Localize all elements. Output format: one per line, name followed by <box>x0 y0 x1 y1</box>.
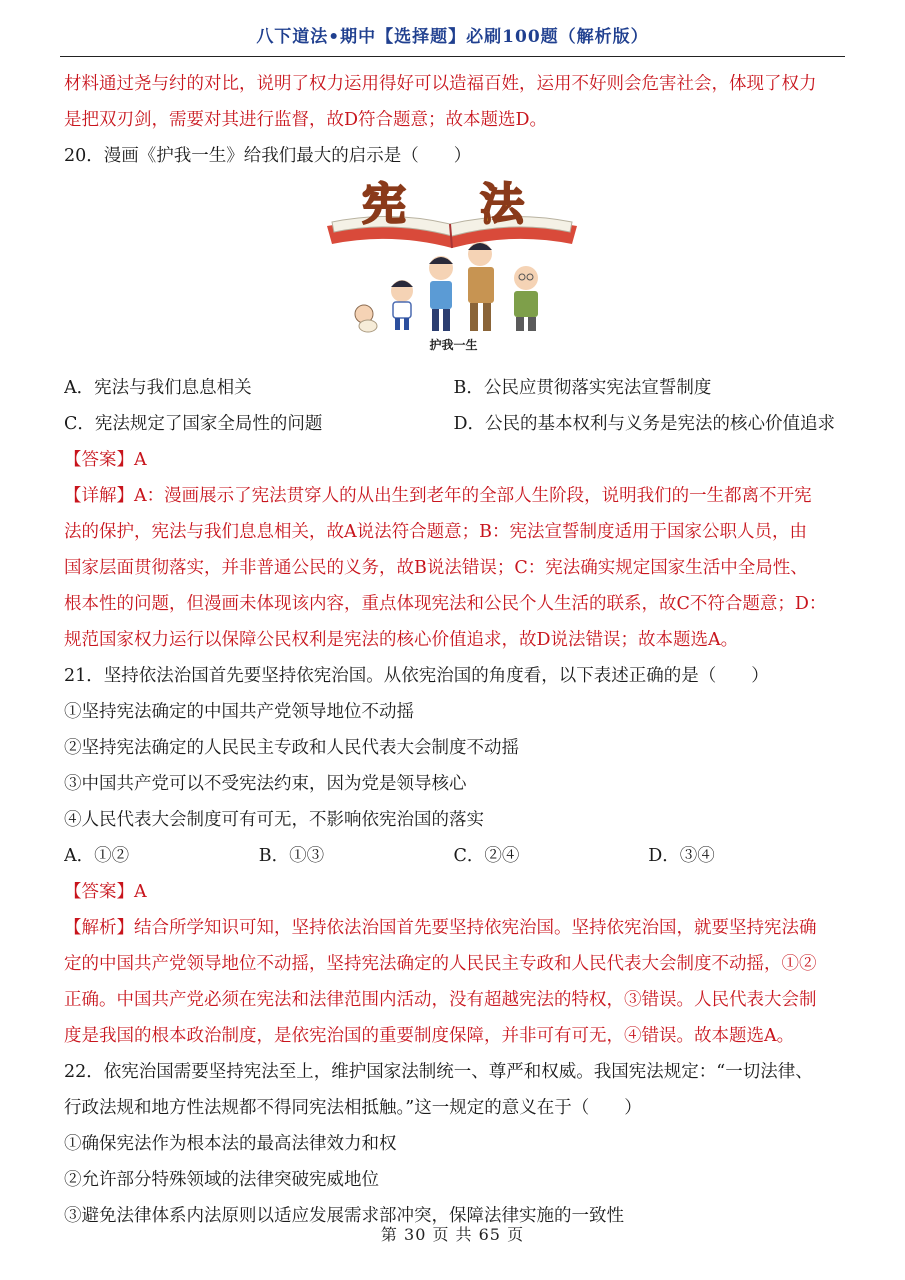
cartoon-figure <box>64 174 843 370</box>
question-21-options-row <box>64 838 843 874</box>
analysis-line: 法的保护，宪法与我们息息相关，故A说法符合题意；B：宪法宣誓制度适用于国家公职人员，由 <box>64 522 807 542</box>
statement-item: ①确保宪法作为根本法的最高法律效力和权 <box>64 1134 397 1154</box>
page-header <box>60 22 845 57</box>
analysis-line: 【解析】结合所学知识可知，坚持依法治国首先要坚持依宪治国。坚持依宪治国，就要坚持宪法确 <box>64 918 817 938</box>
analysis-line: 是把双刃剑，需要对其进行监督，故D符合题意；故本题选D。 <box>64 110 548 130</box>
cartoon-title-char: 宪 <box>362 179 406 230</box>
page-footer <box>0 1222 905 1245</box>
analysis-line: 规范国家权力运行以保障公民权利是宪法的核心价值追求，故D说法错误；故本题选A。 <box>64 630 739 650</box>
elder-figure <box>514 266 538 331</box>
cartoon-illustration <box>322 174 582 334</box>
option-a: A．①② <box>64 846 130 866</box>
header-title: 八下道法•期中【选择题】必刷100题（解析版） <box>256 27 649 47</box>
question-20-options-row <box>64 370 843 406</box>
adult-figure <box>468 242 494 331</box>
teen-figure <box>429 256 453 331</box>
option-c: C．宪法规定了国家全局性的问题 <box>64 414 323 434</box>
statement-item: ①坚持宪法确定的中国共产党领导地位不动摇 <box>64 702 414 722</box>
statement-item: ④人民代表大会制度可有可无，不影响依宪治国的落实 <box>64 810 484 830</box>
answer-label: 【答案】A <box>64 882 147 902</box>
statement-item: ②允许部分特殊领域的法律突破宪威地位 <box>64 1170 379 1190</box>
answer-label: 【答案】A <box>64 450 147 470</box>
option-c: C．②④ <box>453 846 520 866</box>
analysis-line: 定的中国共产党领导地位不动摇，坚持宪法确定的人民民主专政和人民代表大会制度不动摇，①② <box>64 954 817 974</box>
page-content <box>64 66 843 1234</box>
question-20-stem: 20．漫画《护我一生》给我们最大的启示是（ ） <box>64 146 472 166</box>
question-22-stem: 22．依宪治国需要坚持宪法至上，维护国家法制统一、尊严和权威。我国宪法规定：“一切法律、 <box>64 1062 813 1082</box>
question-20-options-row <box>64 406 843 442</box>
analysis-line: 正确。中国共产党必须在宪法和法律范围内活动，没有超越宪法的特权，③错误。人民代表大会制 <box>64 990 817 1010</box>
cartoon-title-char: 法 <box>480 179 524 230</box>
statement-item: ②坚持宪法确定的人民民主专政和人民代表大会制度不动摇 <box>64 738 519 758</box>
baby-figure <box>355 305 377 332</box>
analysis-line: 根本性的问题，但漫画未体现该内容，重点体现宪法和公民个人生活的联系，故C不符合题意；D： <box>64 594 827 614</box>
analysis-line: 度是我国的根本政治制度，是依宪治国的重要制度保障，并非可有可无，④错误。故本题选A。 <box>64 1026 795 1046</box>
option-d: D．③④ <box>648 846 715 866</box>
child-figure <box>391 280 413 330</box>
question-22-stem: 行政法规和地方性法规都不得同宪法相抵触。”这一规定的意义在于（ ） <box>64 1098 642 1118</box>
option-d: D．公民的基本权利与义务是宪法的核心价值追求 <box>453 414 836 434</box>
analysis-line: 国家层面贯彻落实，并非普通公民的义务，故B说法错误；C：宪法确实规定国家生活中全局性、 <box>64 558 808 578</box>
page-number: 第 30 页 共 65 页 <box>380 1225 525 1244</box>
question-21-stem: 21．坚持依法治国首先要坚持依宪治国。从依宪治国的角度看，以下表述正确的是（ ） <box>64 666 769 686</box>
analysis-line: 材料通过尧与纣的对比，说明了权力运用得好可以造福百姓，运用不好则会危害社会，体现了权力 <box>64 74 817 94</box>
analysis-line: 【详解】A：漫画展示了宪法贯穿人的从出生到老年的全部人生阶段，说明我们的一生都离不开宪 <box>64 486 812 506</box>
option-a: A．宪法与我们息息相关 <box>64 378 252 398</box>
option-b: B．①③ <box>258 846 325 866</box>
statement-item: ③避免法律体系内法原则以适应发展需求部冲突，保障法律实施的一致性 <box>64 1206 624 1226</box>
cartoon-caption: 护我一生 <box>429 338 478 352</box>
statement-item: ③中国共产党可以不受宪法约束，因为党是领导核心 <box>64 774 467 794</box>
option-b: B．公民应贯彻落实宪法宣誓制度 <box>453 378 712 398</box>
